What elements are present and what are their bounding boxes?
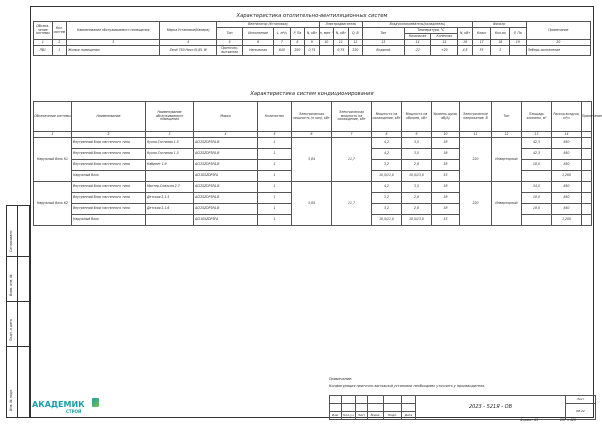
heating-col-num: 7 — [274, 40, 291, 46]
hdr-motor-kw: N, кВт — [334, 28, 348, 40]
heating-cell: Жилые помещения — [67, 46, 160, 56]
hdr-fan: Вентилятор (Установка) — [217, 22, 319, 28]
cond-model: ACI105ZDP3FA — [194, 215, 258, 226]
cond-note — [582, 138, 592, 149]
cond-noise: 53 — [432, 215, 460, 226]
cond-noise: 38 — [432, 193, 460, 204]
cond-room: Детская 2.1.5 — [146, 193, 194, 204]
cond-qty: 1 — [258, 215, 292, 226]
cond-cool: 4,2 — [372, 149, 402, 160]
cond-col-num: 2 — [72, 132, 146, 138]
cond-qty: 1 — [258, 182, 292, 193]
cond-note — [582, 149, 592, 160]
cond-header: Мощность на обогрев, кВт — [402, 102, 432, 132]
logo-sub: СТРОЙ — [66, 409, 82, 414]
hdr-system: Обозна-чение системы — [34, 22, 53, 40]
cond-area — [522, 171, 552, 182]
heating-cell: 0,75 — [305, 46, 319, 56]
cond-name: Наружный блок — [72, 215, 146, 226]
cond-header: Наименование — [72, 102, 146, 132]
hdr-motor: Электродвигатель — [319, 22, 362, 28]
cond-room — [146, 171, 194, 182]
cond-airflow: 850 — [552, 182, 582, 193]
heating-cell: Водяной — [363, 46, 404, 56]
heating-col-num: 3 — [67, 40, 160, 46]
logo-mark-icon — [92, 398, 99, 407]
stamp-col-label: Кол.уч — [342, 412, 356, 420]
doc-code: 2023 - 521Я - ОВ — [416, 396, 566, 420]
hdr-qty: Кол. систем — [52, 22, 66, 40]
heating-col-num: 4 — [160, 40, 217, 46]
heating-cell: Приточно-вытяжная — [217, 46, 243, 56]
cond-room: Кабинет 1.9 — [146, 160, 194, 171]
cond-area: 18,0 — [522, 204, 552, 215]
cond-room: Кухня-Гостиная 1.5 — [146, 138, 194, 149]
cond-type: Инверторный — [492, 182, 522, 226]
cond-cool: 10,5/11,0 — [372, 215, 402, 226]
stamp-col-label: №док. — [368, 412, 384, 420]
sheet-number: 08.22 — [566, 404, 596, 420]
cond-model: ACI25ZDP3FA-B — [194, 193, 258, 204]
cond-heat: 2,8 — [402, 160, 432, 171]
table-row — [34, 46, 591, 56]
cond-header: Примечание — [582, 102, 592, 132]
heating-cell: 2 — [491, 46, 510, 56]
cond-cool: 4,2 — [372, 138, 402, 149]
title-block — [329, 395, 596, 420]
side-label-replace: Взам. инв. № — [9, 274, 13, 296]
cond-voltage: 220 — [460, 138, 492, 182]
cond-col-num: 7 — [332, 132, 372, 138]
cond-col-num: 9 — [402, 132, 432, 138]
side-label-sign: Подп. и дата — [9, 319, 13, 341]
cond-header: Электрическая мощность на охлаждение, кВт — [332, 102, 372, 132]
cond-header: Наименование обслуживаемого помещения — [146, 102, 194, 132]
cond-heat: 10,5/13,0 — [402, 215, 432, 226]
heating-col-num: 12 — [348, 40, 363, 46]
cond-room — [146, 215, 194, 226]
heating-col-num: 6 — [243, 40, 274, 46]
cond-model: ACI25ZDP3FA-B — [194, 182, 258, 193]
hdr-unit-model: Марка Установки(Камера) — [160, 22, 217, 40]
cond-type: Инверторный — [492, 138, 522, 182]
cond-col-num: 4 — [194, 132, 258, 138]
cond-name: Внутренний блок настенного типа — [72, 193, 146, 204]
cond-col-num: 13 — [522, 132, 552, 138]
heating-col-num: 17 — [472, 40, 491, 46]
cond-heat: 3,5 — [402, 149, 432, 160]
cond-airflow: 1,200 — [552, 215, 582, 226]
cond-header: Мощность на охлаждение, кВт — [372, 102, 402, 132]
hdr-temp: Температура, °С — [404, 28, 458, 34]
heating-col-num: 16 — [458, 40, 473, 46]
hdr-filter-p: P, Па — [510, 28, 527, 40]
cond-system: Наружный блок К1 — [34, 138, 72, 182]
heating-col-num: 10 — [319, 40, 333, 46]
heating-col-num: 11 — [334, 40, 348, 46]
hdr-room: Наименование обслуживаемого помещения — [67, 22, 160, 40]
heating-col-num: 20 — [526, 40, 590, 46]
heating-cell: ПВ1 — [34, 46, 53, 56]
cond-elec: 3,84 — [292, 182, 332, 226]
cond-name: Внутренний блок настенного типа — [72, 182, 146, 193]
stamp-col-label: Подп. — [384, 412, 402, 420]
cond-name: Внутренний блок настенного типа — [72, 138, 146, 149]
cond-qty: 1 — [258, 138, 292, 149]
cond-qty: 1 — [258, 149, 292, 160]
cond-cool-elec: 11,7 — [332, 138, 372, 182]
cond-area: 18,0 — [522, 193, 552, 204]
cond-noise: 38 — [432, 160, 460, 171]
cond-col-num: 11 — [460, 132, 492, 138]
cond-name: Внутренний блок настенного типа — [72, 204, 146, 215]
cond-note — [582, 171, 592, 182]
side-label-agreed: Согласовано — [9, 230, 13, 252]
cond-note — [582, 182, 592, 193]
cond-airflow: 850 — [552, 160, 582, 171]
cond-header: Площадь комнаты, м² — [522, 102, 552, 132]
cond-qty: 1 — [258, 160, 292, 171]
hdr-fan-exec: Исполнение — [243, 28, 274, 40]
heating-col-num: 1 — [34, 40, 53, 46]
cond-model: ACI105ZDP3FA — [194, 171, 258, 182]
hdr-filter: Фильтр — [472, 22, 526, 28]
hdr-heater: Воздухонагреватель(охладитель) — [363, 22, 473, 28]
cond-col-num: 12 — [492, 132, 522, 138]
heating-cell: 0,75 — [334, 46, 348, 56]
stamp-col-label: Изм. — [330, 412, 342, 420]
cond-airflow: 850 — [552, 138, 582, 149]
sheet-label: Лист — [566, 396, 596, 404]
hdr-filter-class: Класс — [472, 28, 491, 40]
heating-cell: 220 — [348, 46, 363, 56]
cond-title: Характеристика систем кондиционирования — [250, 91, 374, 97]
cond-cool: 3,2 — [372, 193, 402, 204]
heating-cell: Напольная — [243, 46, 274, 56]
heating-col-num: 8 — [290, 40, 304, 46]
notes-title: Примечание: — [329, 377, 353, 381]
cond-voltage: 220 — [460, 182, 492, 226]
cond-col-num: 14 — [552, 132, 582, 138]
cond-area: 42,3 — [522, 149, 552, 160]
hdr-note: Примечание — [526, 22, 590, 40]
cond-note — [582, 215, 592, 226]
heating-cell — [319, 46, 333, 56]
hdr-filter-qty: Кол-во — [491, 28, 510, 40]
cond-header: Количество — [258, 102, 292, 132]
hdr-motor-q: Q, В — [348, 28, 363, 40]
cond-model: ACI25ZDP3FA-B — [194, 138, 258, 149]
heating-col-num: 9 — [305, 40, 319, 46]
heating-table — [33, 21, 591, 56]
hdr-temp-start: Начальная — [404, 34, 431, 40]
cond-col-num: 10 — [432, 132, 460, 138]
cond-col-num: 5 — [258, 132, 292, 138]
cond-header: Марка — [194, 102, 258, 132]
cond-name: Внутренний блок настенного типа — [72, 149, 146, 160]
cond-header: Обозначение системы — [34, 102, 72, 132]
cond-header: Электрическая мощность (п чил), кВт — [292, 102, 332, 132]
cond-cool: 4,2 — [372, 182, 402, 193]
cond-col-num: 1 — [34, 132, 72, 138]
cond-airflow: 850 — [552, 204, 582, 215]
cond-name: Внутренний блок настенного типа — [72, 160, 146, 171]
heating-cell: 1 — [52, 46, 66, 56]
side-label-inv: Инв. № подл. — [9, 389, 13, 411]
cond-area: 42,3 — [522, 138, 552, 149]
hdr-fan-type: Тип — [217, 28, 243, 40]
table-row — [34, 182, 592, 193]
cond-noise: 38 — [432, 138, 460, 149]
cond-header: Электрическое напряжение, В — [460, 102, 492, 132]
hdr-motor-n: n, мин⁻¹ — [319, 28, 333, 40]
cond-col-num: 6 — [292, 132, 332, 138]
table-row — [34, 138, 592, 149]
cond-name: Наружный блок — [72, 171, 146, 182]
heating-cell: +20 — [431, 46, 458, 56]
heating-col-num: 13 — [363, 40, 404, 46]
hdr-fan-flow: L, м³/ч — [274, 28, 291, 40]
company-logo — [32, 392, 99, 414]
notes-text: Конфигурация приточно-вытяжной установки необходимо уточнить у производителя. — [329, 384, 486, 388]
cond-room: Детская 2.1.6 — [146, 204, 194, 215]
cond-model: ACI25ZDP3FA-B — [194, 149, 258, 160]
heating-title: Характеристика отопительно-вентиляционных систем — [236, 13, 388, 19]
cond-room: Мастер-Спальня 2.7 — [146, 182, 194, 193]
format-label: Формат А3 — [520, 418, 539, 422]
cond-header: Уровень шума, dB(A) — [432, 102, 460, 132]
heating-cell: 4,5 — [458, 46, 473, 56]
cond-cool: 10,5/11,0 — [372, 171, 402, 182]
heating-cell: 640 — [274, 46, 291, 56]
cond-header: Тип — [492, 102, 522, 132]
heating-cell: Лебедь исполнение — [526, 46, 590, 56]
cond-model: ACI25ZDP3FA-B — [194, 204, 258, 215]
hdr-fan-p: P, Па — [290, 28, 304, 40]
cond-airflow: 850 — [552, 149, 582, 160]
cond-note — [582, 204, 592, 215]
cond-heat: 3,5 — [402, 182, 432, 193]
heating-col-num: 15 — [431, 40, 458, 46]
cond-area: 34,0 — [522, 182, 552, 193]
cond-cool-elec: 11,7 — [332, 182, 372, 226]
cond-area — [522, 215, 552, 226]
hdr-heater-n: N, кВт — [458, 28, 473, 40]
cond-system: Наружный блок К2 — [34, 182, 72, 226]
cond-area: 18,0 — [522, 160, 552, 171]
heating-cell: F5 — [472, 46, 491, 56]
hdr-heater-type: Тип — [363, 28, 404, 40]
drawing-sheet — [30, 6, 602, 418]
cond-heat: 3,5 — [402, 138, 432, 149]
cond-note — [582, 160, 592, 171]
cond-noise: 38 — [432, 182, 460, 193]
cond-heat: 2,8 — [402, 193, 432, 204]
logo-name: АКАДЕМИК — [32, 400, 85, 409]
stamp-col-label: Дата — [402, 412, 416, 420]
cond-col-num: 8 — [372, 132, 402, 138]
cond-qty: 1 — [258, 171, 292, 182]
cond-table — [33, 101, 602, 226]
cond-airflow: 850 — [552, 193, 582, 204]
format-size: 297 x 420 — [560, 418, 577, 422]
cond-elec: 3,84 — [292, 138, 332, 182]
heating-cell: 250 — [290, 46, 304, 56]
cond-cool: 3,2 — [372, 204, 402, 215]
heating-col-num: 5 — [217, 40, 243, 46]
cond-noise: 53 — [432, 171, 460, 182]
cond-qty: 1 — [258, 193, 292, 204]
side-strip — [6, 205, 30, 418]
heating-col-num: 14 — [404, 40, 431, 46]
cond-room: Кухня-Гостиная 1.5 — [146, 149, 194, 160]
heating-cell — [510, 46, 527, 56]
cond-qty: 1 — [258, 204, 292, 215]
cond-noise: 38 — [432, 204, 460, 215]
cond-col-num: 3 — [146, 132, 194, 138]
heating-col-num: 18 — [491, 40, 510, 46]
cond-cool: 3,2 — [372, 160, 402, 171]
heating-col-num: 2 — [52, 40, 66, 46]
heating-cell: Zenit 750 Heco EL/EL W — [160, 46, 217, 56]
stamp-col-label: Лист — [356, 412, 368, 420]
hdr-fan-n: N, кВт — [305, 28, 319, 40]
cond-note — [582, 193, 592, 204]
cond-heat: 10,5/13,0 — [402, 171, 432, 182]
cond-header: Расход воздуха, м³/ч — [552, 102, 582, 132]
cond-airflow: 1,200 — [552, 171, 582, 182]
cond-heat: 2,8 — [402, 204, 432, 215]
cond-noise: 38 — [432, 149, 460, 160]
heating-col-num: 19 — [510, 40, 527, 46]
cond-model: ACI25ZDP3FA-B — [194, 160, 258, 171]
hdr-temp-end: Конечная — [431, 34, 458, 40]
heating-cell: -21 — [404, 46, 431, 56]
